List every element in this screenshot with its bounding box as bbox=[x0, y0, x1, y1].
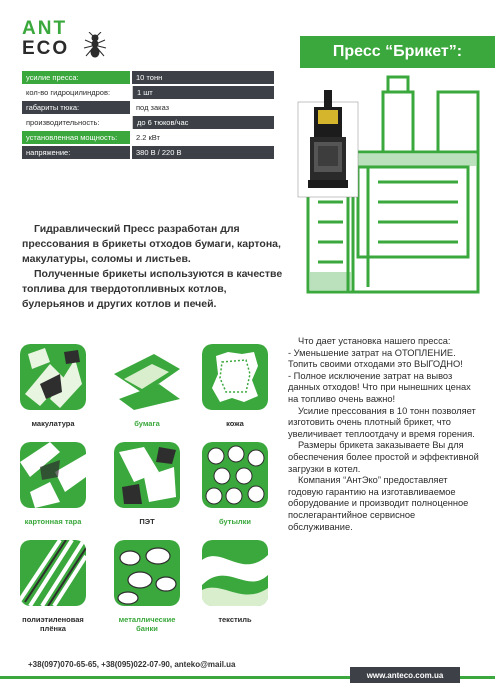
material-tile bbox=[20, 344, 86, 428]
intro-text bbox=[22, 222, 287, 312]
spec-row bbox=[22, 116, 274, 129]
material-label: полиэтиленовая плёнка bbox=[22, 615, 84, 633]
paper-icon bbox=[114, 344, 180, 410]
spec-label: установленная мощность: bbox=[22, 131, 130, 144]
spec-label: усилие пресса: bbox=[22, 71, 130, 84]
bottles-icon bbox=[202, 442, 268, 508]
logo-line2: ECO bbox=[22, 38, 70, 59]
material-label: ПЭТ bbox=[139, 517, 155, 526]
benefits-paragraph: - Полное исключение затрат на вывоз данных отходов! Что при нынешних ценах на топливо очень важно! bbox=[288, 370, 471, 404]
metal-cans-icon bbox=[114, 540, 180, 606]
plastic-film-icon bbox=[20, 540, 86, 606]
company-logo bbox=[22, 18, 112, 58]
material-label: картонная тара bbox=[24, 517, 82, 526]
spec-row bbox=[22, 146, 274, 159]
material-tile bbox=[202, 442, 268, 526]
spec-value: 380 В / 220 В bbox=[132, 146, 274, 159]
page-title: Пресс “Брикет”: bbox=[332, 43, 463, 60]
title-banner bbox=[300, 36, 495, 68]
material-label: текстиль bbox=[218, 615, 252, 624]
material-label: кожа bbox=[226, 419, 244, 428]
wastepaper-icon bbox=[20, 344, 86, 410]
spec-value: 10 тонн bbox=[132, 71, 274, 84]
spec-value: под заказ bbox=[132, 101, 274, 114]
spec-value: до 6 тюков/час bbox=[132, 116, 274, 129]
material-tile bbox=[114, 344, 180, 428]
spec-value: 1 шт bbox=[132, 86, 274, 99]
cardboard-icon bbox=[20, 442, 86, 508]
spec-label: габариты тюка: bbox=[22, 101, 130, 114]
benefits-paragraph: Усилие прессования в 10 тонн позволяет изготовить очень плотный брикет, что увеличивает теплоотдачу и время горения. bbox=[288, 405, 476, 439]
benefits-paragraph: Компания “АнтЭко” предоставляет годовую гарантию на изготавливаемое оборудование и производит полноценное послегарантийное сервисное обслуживание. bbox=[288, 475, 469, 532]
spec-label: кол-во гидроцилиндров: bbox=[22, 86, 130, 99]
material-label: макулатура bbox=[31, 419, 75, 428]
material-label: бутылки bbox=[218, 517, 251, 526]
benefits-paragraph: Что дает установка нашего пресса: bbox=[298, 336, 451, 346]
material-tile bbox=[20, 540, 86, 633]
spec-label: производительность: bbox=[22, 116, 130, 129]
material-label: бумага bbox=[134, 419, 160, 428]
intro-paragraph: Гидравлический Пресс разработан для прессования в брикеты отходов бумаги, картона, макулатуры, соломы и листьев. bbox=[22, 223, 281, 265]
logo-line1: ANT bbox=[22, 18, 68, 39]
material-tile bbox=[114, 540, 180, 633]
spec-label: напряжение: bbox=[22, 146, 130, 159]
spec-row bbox=[22, 101, 274, 114]
benefits-text bbox=[288, 336, 480, 533]
spec-value: 2.2 кВт bbox=[132, 131, 274, 144]
contact-info: +38(097)070-65-65, +38(095)022-07-90, anteko@mail.ua bbox=[28, 660, 236, 669]
textile-icon bbox=[202, 540, 268, 606]
spec-table bbox=[22, 71, 274, 161]
intro-paragraph: Полученные брикеты используются в качестве топлива для твердотопливных котлов, булерьянов и других котлов и печей. bbox=[22, 268, 283, 310]
material-tile bbox=[20, 442, 86, 526]
material-tile bbox=[202, 344, 268, 428]
pet-icon bbox=[114, 442, 180, 508]
benefits-paragraph: Размеры брикета заказываете Вы для обеспечения более простой и эффективной загрузки в котел. bbox=[288, 440, 479, 474]
website-link[interactable]: www.anteco.com.ua bbox=[350, 667, 460, 683]
benefits-paragraph: - Уменьшение затрат на ОТОПЛЕНИЕ. Топить своими отходами это ВЫГОДНО! bbox=[288, 347, 463, 370]
material-label: металлические банки bbox=[118, 615, 176, 633]
ant-icon bbox=[80, 32, 110, 58]
material-tile bbox=[114, 442, 180, 526]
material-tile bbox=[202, 540, 268, 624]
spec-row bbox=[22, 86, 274, 99]
leather-icon bbox=[202, 344, 268, 410]
spec-row bbox=[22, 71, 274, 84]
press-machine-illustration bbox=[288, 72, 495, 302]
spec-row bbox=[22, 131, 274, 144]
